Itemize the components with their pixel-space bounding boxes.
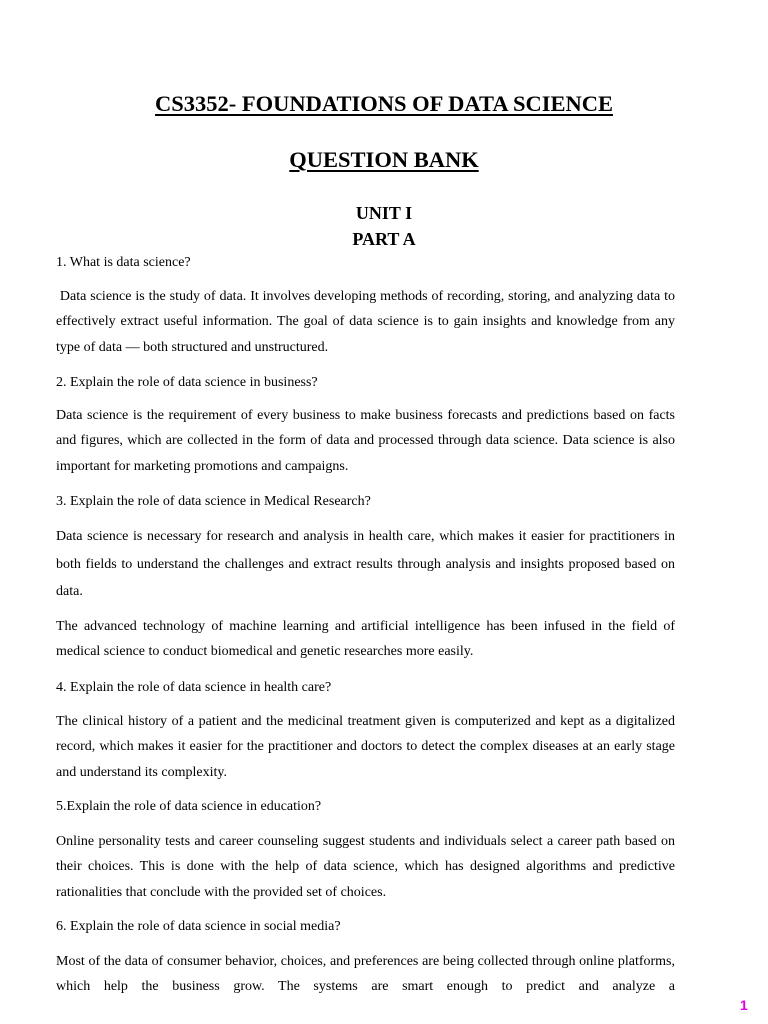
question-6: 6. Explain the role of data science in social media? [56,919,341,934]
document-subtitle: QUESTION BANK [289,147,479,172]
answer-2: Data science is the requirement of every business to make business forecasts and predictions based on facts and figures, which are collected in the form of data and processed through data science. Data science is also important for marketing promotions and campaigns. [56,408,675,474]
answer-6: Most of the data of consumer behavior, choices, and preferences are being collected through online platforms, which help the business grow. The systems are smart enough to predict and analyze a [56,954,675,995]
answer-1: Data science is the study of data. It involves developing methods of recording, storing, and analyzing data to effectively extract useful information. The goal of data science is to gain insights and knowledge from any type of data — both structured and unstructured. [56,289,679,355]
question-4: 4. Explain the role of data science in health care? [56,680,332,695]
question-2: 2. Explain the role of data science in business? [56,375,318,390]
answer-5: Online personality tests and career counseling suggest students and individuals select a career path based on their choices. This is done with the help of data science, which has designed algorithms and predictive rationalities that conclude with the provided set of choices. [56,834,675,900]
document-title: CS3352- FOUNDATIONS OF DATA SCIENCE [155,91,613,116]
answer-3b: The advanced technology of machine learning and artificial intelligence has been infused in the field of medical science to conduct biomedical and genetic researches more easily. [56,619,675,660]
question-3: 3. Explain the role of data science in Medical Research? [56,494,371,509]
question-5: 5.Explain the role of data science in education? [56,799,322,814]
page-number: 1 [740,997,748,1013]
unit-heading: UNIT I [355,203,413,223]
part-heading: PART A [352,229,416,249]
answer-4: The clinical history of a patient and the medicinal treatment given is computerized and kept as a digitalized record, which makes it easier for the practitioner and doctors to detect the complex diseases at an early stage and understand its complexity. [56,714,675,780]
answer-3a: Data science is necessary for research and analysis in health care, which makes it easier for practitioners in both fields to understand the challenges and extract results through analysis and insights proposed based on data. [56,529,675,599]
question-1: 1. What is data science? [56,255,191,270]
